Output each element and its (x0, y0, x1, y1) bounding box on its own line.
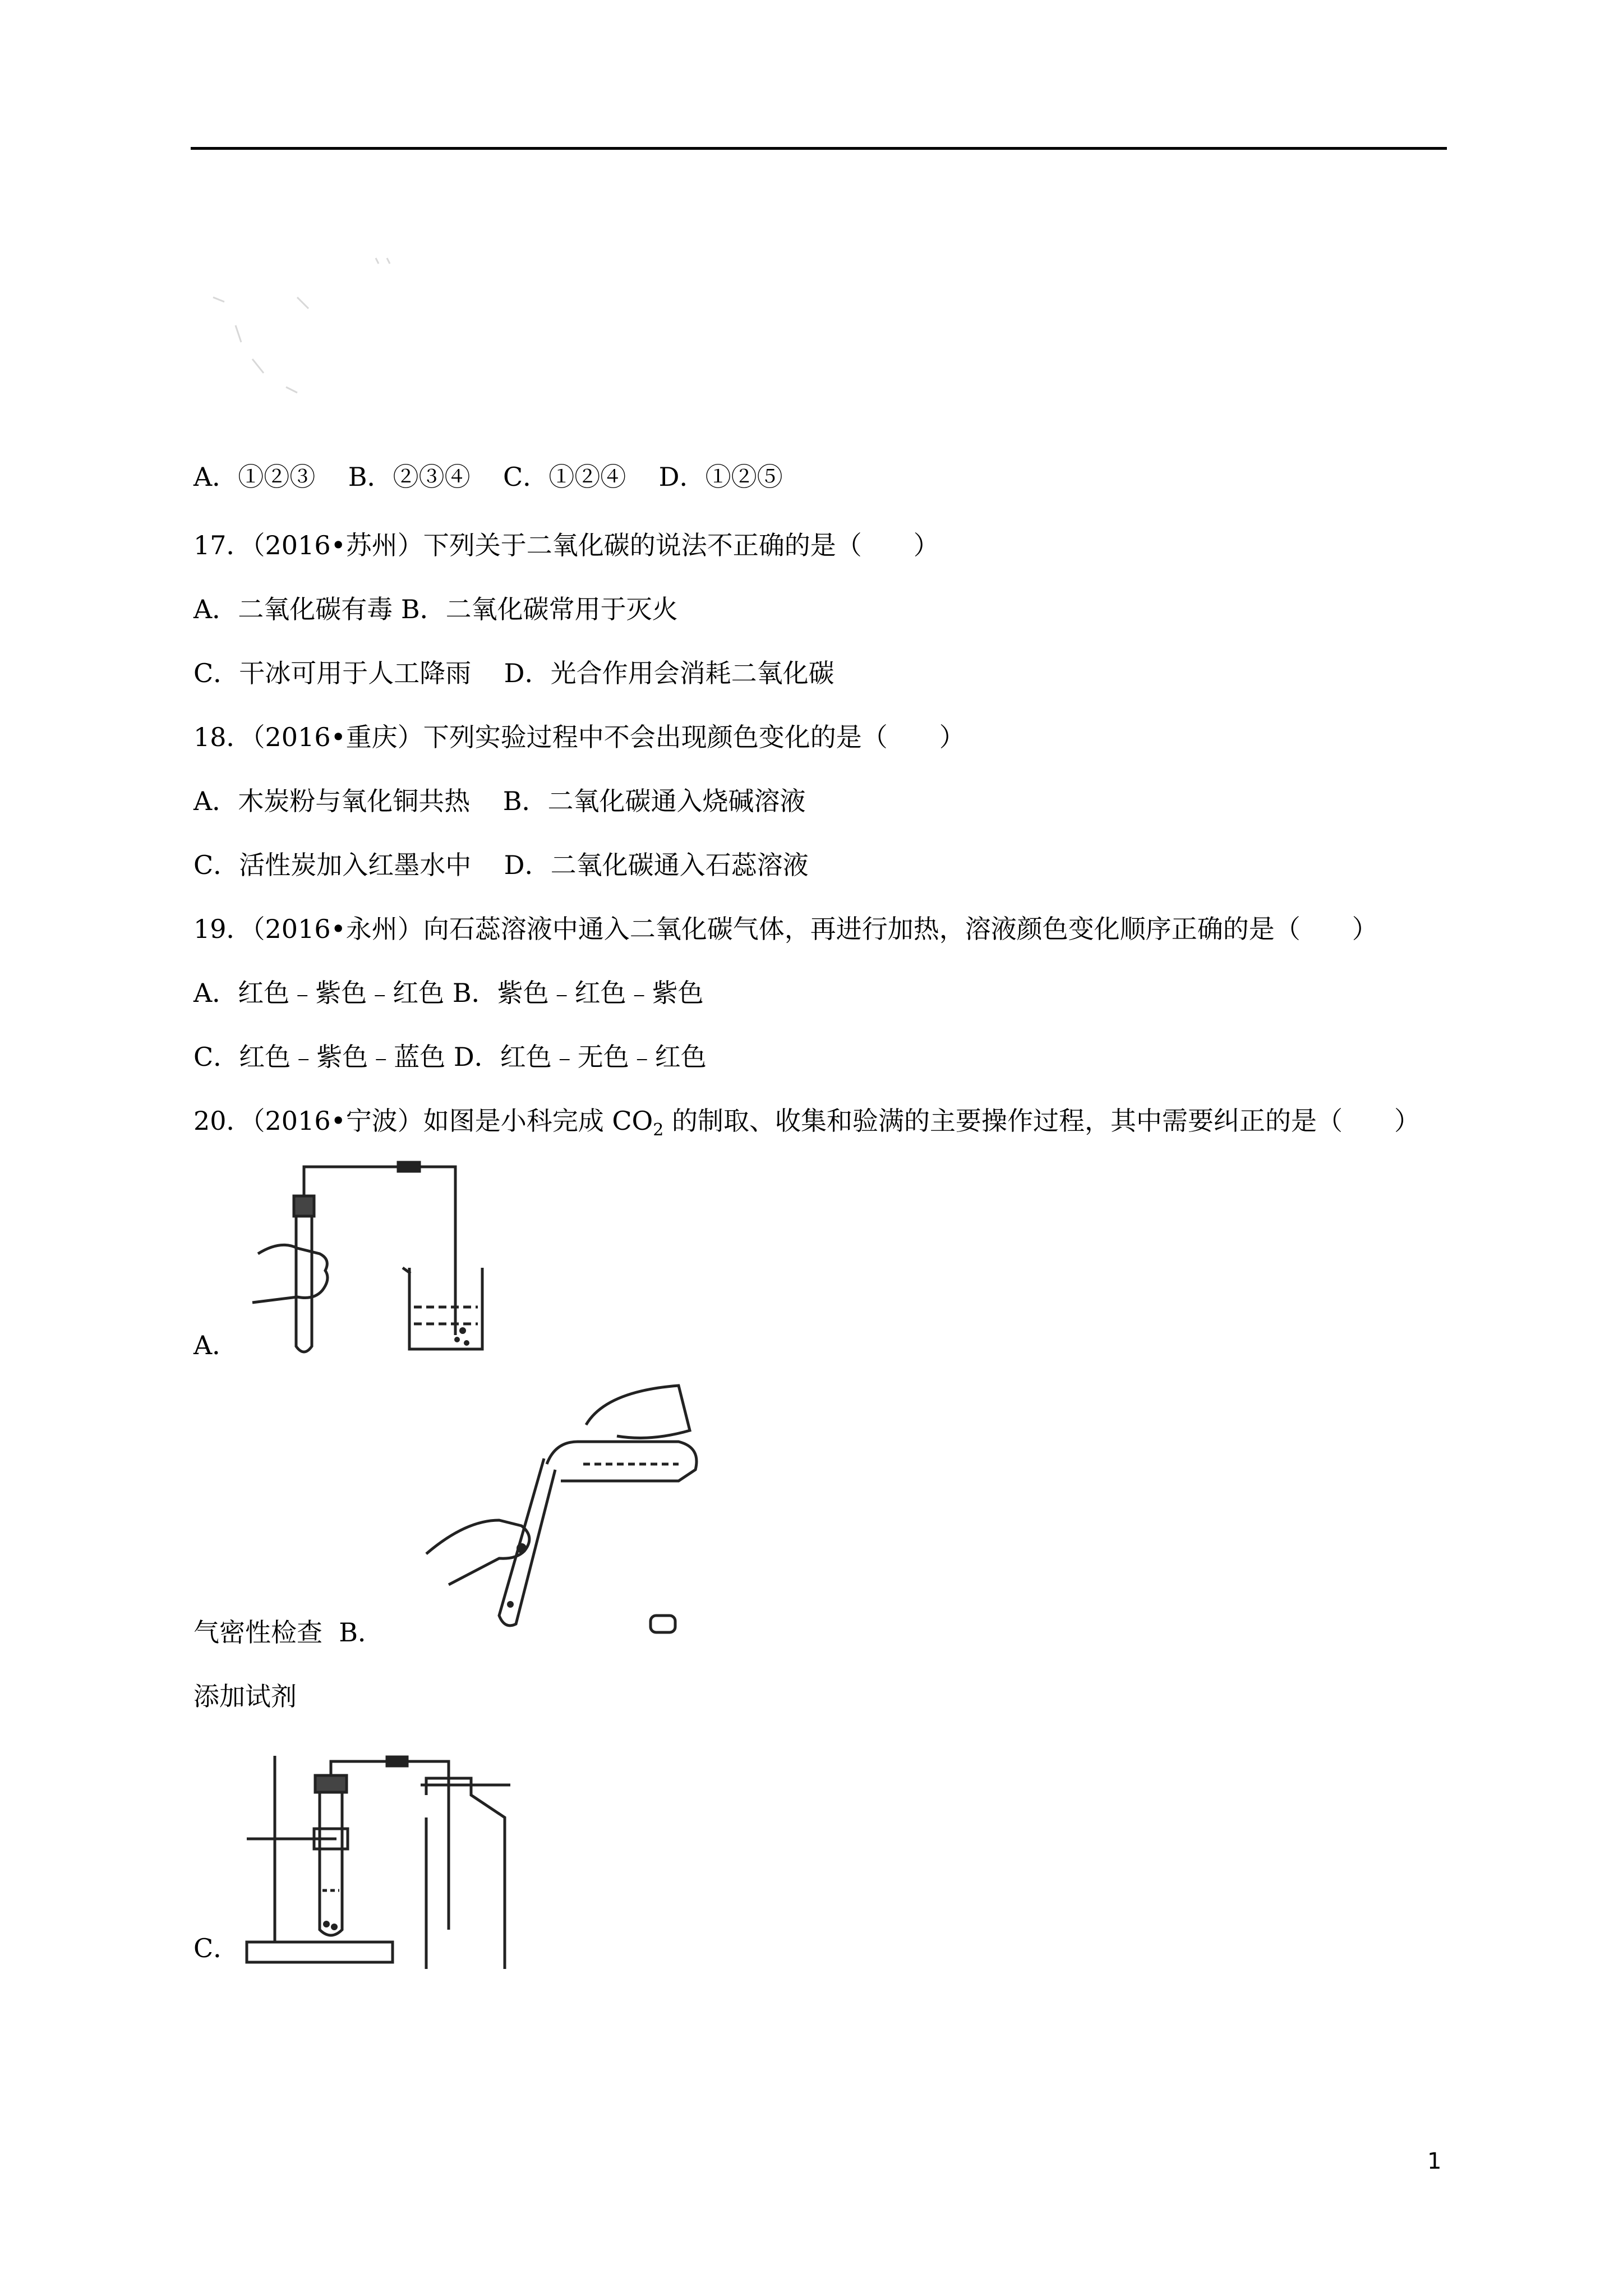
figure-b-letter: B． (339, 1617, 384, 1648)
figure-c-label: C． (193, 1933, 239, 1963)
figure-b-caption: 添加试剂 (193, 1681, 297, 1711)
q20-stem-post: 的制取、收集和验满的主要操作过程，其中需要纠正的是（ ） (663, 1106, 1420, 1136)
page-number: 1 (1427, 2148, 1442, 2174)
q20-stem-pre: 20．（2016•宁波）如图是小科完成 CO (193, 1106, 653, 1136)
q20-stem (193, 1104, 1420, 1147)
figure-b-adding-reagent (415, 1380, 729, 1644)
figure-c-gas-collection (241, 1745, 533, 1969)
q17-options-cd: C．干冰可用于人工降雨 D．光合作用会消耗二氧化碳 (193, 658, 834, 688)
q19-options-ab: A．红色﹣紫色﹣红色 B．紫色﹣红色﹣紫色 (193, 978, 704, 1008)
q19-options-cd: C．红色﹣紫色﹣蓝色 D．红色﹣无色﹣红色 (193, 1042, 707, 1072)
faded-figure-remnant (202, 236, 482, 404)
q17-options-ab: A．二氧化碳有毒 B．二氧化碳常用于灭火 (193, 594, 678, 624)
q19-stem: 19．（2016•永州）向石蕊溶液中通入二氧化碳气体，再进行加热，溶液颜色变化顺序正确的是（ ） (193, 914, 1378, 944)
q18-stem: 18．（2016•重庆）下列实验过程中不会出现颜色变化的是（ ） (193, 722, 965, 752)
q18-options-ab: A．木炭粉与氧化铜共热 B．二氧化碳通入烧碱溶液 (193, 786, 806, 816)
figure-b-label (193, 1616, 384, 1649)
q16-options: A．①②③ B．②③④ C．①②④ D．①②⑤ (193, 462, 783, 492)
figure-a-label: A． (193, 1330, 238, 1360)
q17-stem: 17．（2016•苏州）下列关于二氧化碳的说法不正确的是（ ） (193, 530, 939, 560)
q20-stem-sub: 2 (653, 1120, 664, 1140)
header-rule (191, 147, 1447, 150)
q18-options-cd: C．活性炭加入红墨水中 D．二氧化碳通入石蕊溶液 (193, 850, 809, 880)
figure-a-caption: 气密性检查 (193, 1617, 322, 1648)
figure-a-airtightness-check (236, 1156, 550, 1369)
